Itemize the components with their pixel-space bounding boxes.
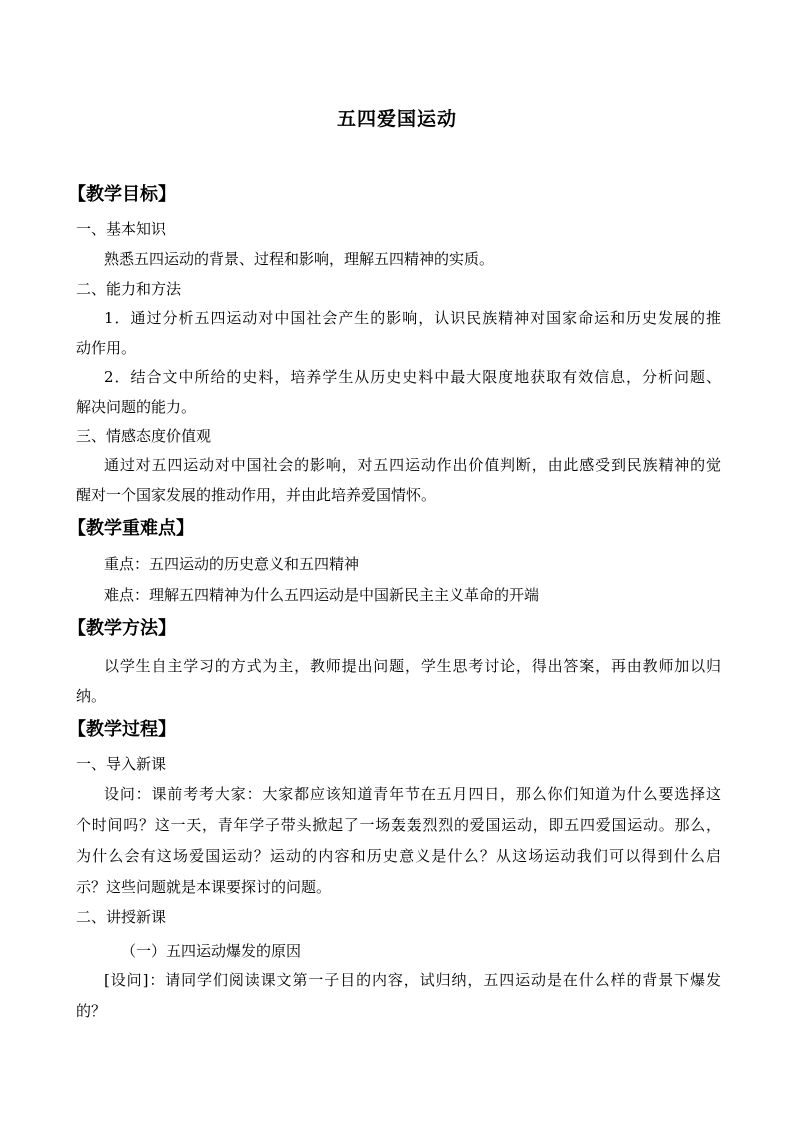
goals-section-3-line-2: 醒对一个国家发展的推动作用，并由此培养爱国情怀。	[76, 486, 437, 504]
goals-section-2-item-2-line-2: 解决问题的能力。	[76, 398, 197, 416]
method-line-2: 纳。	[76, 687, 107, 705]
goals-section-2-item-1-line-1: 1．通过分析五四运动对中国社会产生的影响，认识民族精神对国家命运和历史发展的推	[104, 309, 721, 327]
process-intro-line-4: 示？这些问题就是本课要探讨的问题。	[76, 878, 332, 896]
difficult-point-text: 难点：理解五四精神为什么五四运动是中国新民主主义革命的开端	[104, 586, 540, 604]
process-intro-line-3: 为什么会有这场爱国运动？运动的内容和历史意义是什么？从这场运动我们可以得到什么启	[76, 847, 721, 865]
process-intro-line-2: 个时间吗？这一天，青年学子带头掀起了一场轰轰烈烈的爱国运动，即五四爱国运动。那么，	[76, 816, 721, 834]
goals-section-2-item-1-line-2: 动作用。	[76, 339, 137, 357]
method-line-1: 以学生自主学习的方式为主，教师提出问题，学生思考讨论，得出答案，再由教师加以归	[104, 657, 721, 675]
goals-section-3-line-1: 通过对五四运动对中国社会的影响，对五四运动作出价值判断，由此感受到民族精神的觉	[104, 456, 721, 474]
heading-key-points: 【教学重难点】	[68, 518, 194, 539]
key-point-text: 重点：五四运动的历史意义和五四精神	[104, 555, 360, 573]
process-intro-line-1: 设问：课前考考大家：大家都应该知道青年节在五月四日，那么你们知道为什么要选择这	[104, 785, 721, 803]
heading-teaching-goals: 【教学目标】	[68, 184, 176, 205]
heading-teaching-process: 【教学过程】	[68, 719, 176, 740]
page-title: 五四爱国运动	[336, 108, 457, 130]
goals-section-1-title: 一、基本知识	[76, 220, 167, 238]
goals-section-3-title: 三、情感态度价值观	[76, 427, 212, 445]
process-question-line-1: [设问]：请同学们阅读课文第一子目的内容，试归纳，五四运动是在什么样的背景下爆发	[104, 971, 721, 989]
heading-teaching-method: 【教学方法】	[68, 618, 176, 639]
goals-section-2-title: 二、能力和方法	[76, 280, 182, 298]
goals-section-1-text: 熟悉五四运动的背景、过程和影响，理解五四精神的实质。	[104, 250, 495, 268]
process-question-line-2: 的？	[76, 1002, 107, 1020]
process-section-2-title: 二、讲授新课	[76, 908, 167, 926]
process-section-1-title: 一、导入新课	[76, 755, 167, 773]
process-subsection-1-title: （一）五四运动爆发的原因	[121, 942, 302, 960]
goals-section-2-item-2-line-1: 2．结合文中所给的史料，培养学生从历史史料中最大限度地获取有效信息，分析问题、	[104, 368, 721, 386]
